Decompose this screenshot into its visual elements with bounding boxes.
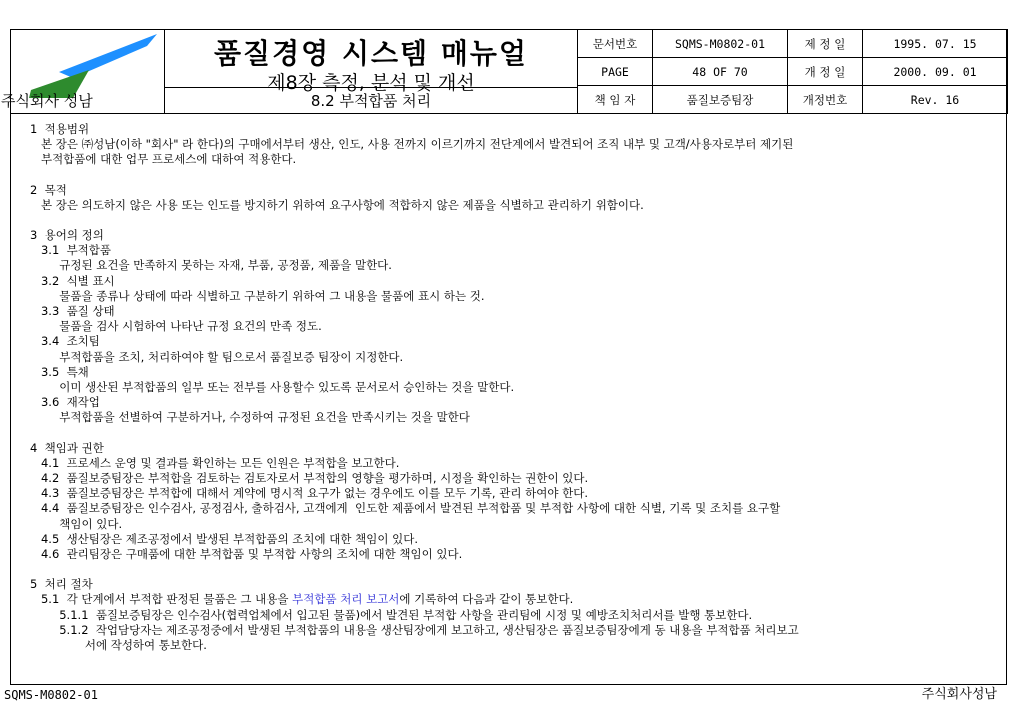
term-heading: 3.6 재작업 — [30, 395, 100, 410]
list-item: 4.2 품질보증팀장은 부적합을 검토하는 검토자로서 부적합의 영향을 평가하며, 시정을 확인하는 권한이 있다. — [30, 471, 589, 486]
term-definition: 규정된 요건을 만족하지 못하는 자재, 부품, 공정품, 제품을 말한다. — [30, 258, 392, 273]
term-heading: 3.5 특채 — [30, 364, 89, 379]
list-item: 4.4 품질보증팀장은 인수검사, 공정검사, 출하검사, 고객에게 인도한 제품에서 발견된 부적합품 및 부적합 사항에 대한 식별, 기록 및 조치를 요구할 — [30, 501, 781, 516]
document-body — [30, 122, 1005, 653]
rev-label: 개정번호 — [788, 86, 863, 114]
term-definition: 부적합품을 선별하여 구분하거나, 수정하여 규정된 요건을 만족시키는 것을 말한다 — [30, 410, 470, 425]
established-value: 1995. 07. 15 — [863, 30, 1008, 58]
rev-value: Rev. 16 — [863, 86, 1008, 114]
paragraph-line: 본 장은 의도하지 않은 사용 또는 인도를 방지하기 위하여 요구사항에 적합하지 않은 제품을 식별하고 관리하기 위함이다. — [30, 197, 644, 212]
term-definition: 물품을 검사 시험하여 나타난 규정 요건의 만족 정도. — [30, 319, 322, 334]
title-cell — [165, 30, 578, 114]
term-heading: 3.3 품질 상태 — [30, 304, 115, 319]
logo-cell — [1, 30, 165, 114]
section-title: 8.2 부적합품 처리 — [165, 87, 577, 111]
list-item: 4.3 품질보증팀장은 부적합에 대해서 계약에 명시적 요구가 없는 경우에도 이를 모두 기록, 관리 하여야 한다. — [30, 486, 588, 501]
term-definition: 부적합품을 조치, 처리하여야 할 팀으로서 품질보증 팀장이 지정한다. — [30, 349, 404, 364]
text-run: 5.1 각 단계에서 부적합 판정된 물품은 그 내용을 — [30, 592, 293, 607]
section-heading: 2 목적 — [30, 182, 67, 197]
term-heading: 3.1 부적합품 — [30, 243, 112, 258]
owner-value: 품질보증팀장 — [653, 86, 788, 114]
paragraph-line: 본 장은 ㈜성남(이하 "회사" 라 한다)의 구매에서부터 생산, 인도, 사용 전까지 이르기까지 전단계에서 발견되어 조직 내부 및 고객/사용자로부터 제기된 — [30, 137, 794, 152]
header-table — [1, 29, 1008, 114]
page-value: 48 OF 70 — [653, 58, 788, 86]
section-heading: 3 용어의 정의 — [30, 228, 104, 243]
list-item: 4.5 생산팀장은 제조공정에서 발생된 부적합품의 조치에 대한 책임이 있다. — [30, 531, 418, 546]
section-heading: 1 적용범위 — [30, 122, 90, 136]
sub-list-item-continued: 서에 작성하여 통보한다. — [30, 638, 207, 653]
term-definition: 물품을 종류나 상태에 따라 식별하고 구분하기 위하여 그 내용을 물품에 표시 하는 것. — [30, 288, 485, 303]
footer-doc-no: SQMS-M0802-01 — [4, 688, 98, 702]
chapter-title: 제8장 측정, 분석 및 개선 — [267, 72, 475, 94]
text-run: 에 기록하여 다음과 같이 통보한다. — [399, 592, 574, 607]
section-heading: 5 처리 절차 — [30, 577, 93, 592]
established-label: 제 정 일 — [788, 30, 863, 58]
owner-label: 책 임 자 — [578, 86, 653, 114]
section-heading: 4 책임과 권한 — [30, 440, 104, 455]
doc-no-label: 문서번호 — [578, 30, 653, 58]
sub-list-item: 5.1.2 작업담당자는 제조공정중에서 발생된 부적합품의 내용을 생산팀장에게 보고하고, 생산팀장은 품질보증팀장에게 동 내용을 부적합품 처리보고 — [30, 622, 799, 637]
list-item-continued: 책임이 있다. — [30, 516, 123, 531]
list-item: 4.1 프로세스 운영 및 결과를 확인하는 모든 인원은 부적합을 보고한다. — [30, 455, 400, 470]
company-logo-icon — [29, 32, 159, 98]
footer-company: 주식회사성남 — [921, 687, 997, 702]
report-form-link[interactable]: 부적합품 처리 보고서 — [292, 592, 400, 607]
doc-title: 품질경영 시스템 매뉴얼 — [214, 37, 528, 70]
company-name: 주식회사 성남 — [1, 92, 93, 110]
term-definition: 이미 생산된 부적합품의 일부 또는 전부를 사용할수 있도록 문서로서 승인하는 것을 말한다. — [30, 380, 515, 395]
sub-list-item: 5.1.1 품질보증팀장은 인수검사(협력업체에서 입고된 물품)에서 발견된 부적합 사항을 관리팀에 시정 및 예방조치처리서를 발행 통보한다. — [30, 607, 753, 622]
revised-label: 개 정 일 — [788, 58, 863, 86]
list-item: 4.6 관리팀장은 구매품에 대한 부적합품 및 부적합 사항의 조치에 대한 책임이 있다. — [30, 547, 463, 562]
list-item — [30, 592, 1005, 607]
revised-value: 2000. 09. 01 — [863, 58, 1008, 86]
page-label: PAGE — [578, 58, 653, 86]
term-heading: 3.4 조치팀 — [30, 334, 100, 349]
doc-no-value: SQMS-M0802-01 — [653, 30, 788, 58]
term-heading: 3.2 식별 표시 — [30, 273, 115, 288]
paragraph-line: 부적합품에 대한 업무 프로세스에 대하여 적용한다. — [30, 152, 297, 167]
